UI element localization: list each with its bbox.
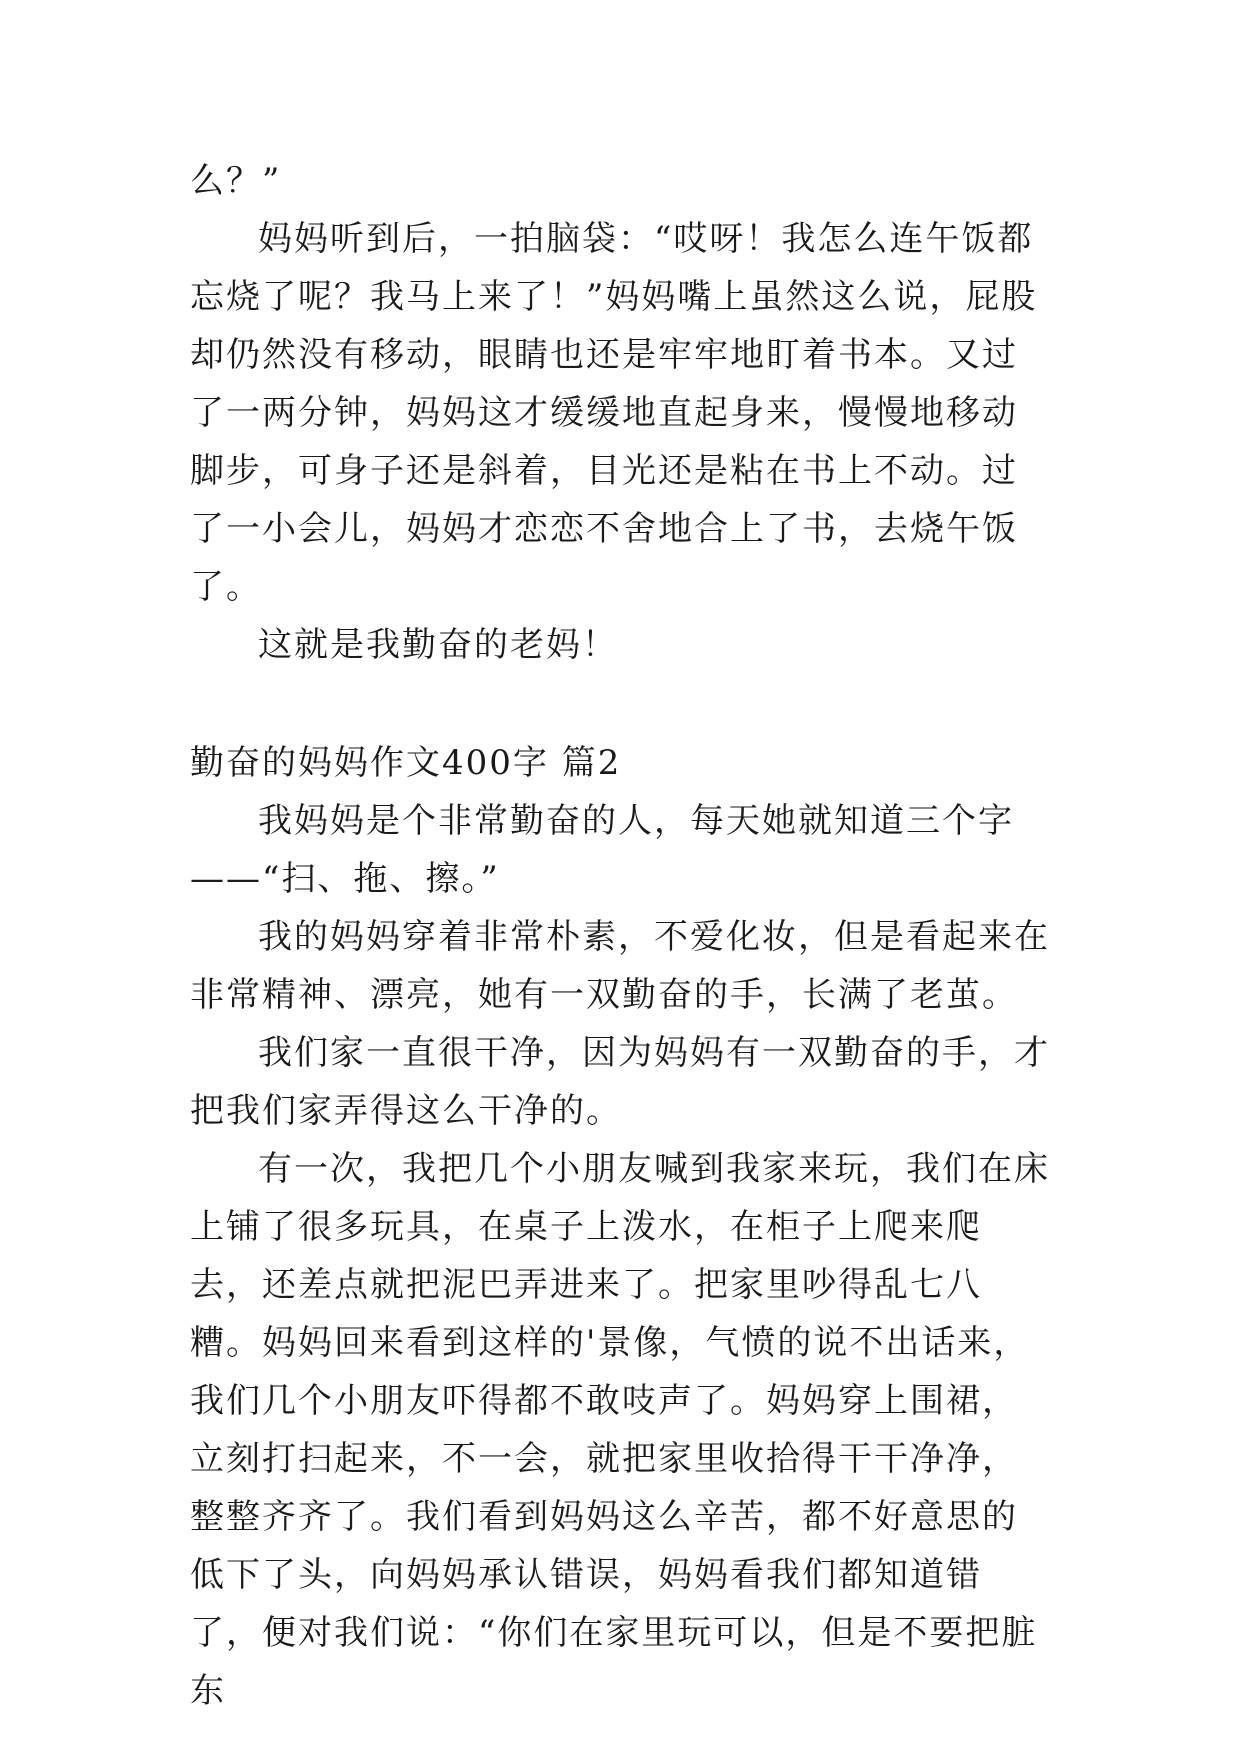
paragraph: 我妈妈是个非常勤奋的人，每天她就知道三个字——“扫、拖、擦。” xyxy=(190,801,1014,899)
section-heading: 勤奋的妈妈作文400字 篇2 xyxy=(190,743,622,783)
section-gap xyxy=(190,674,1050,734)
paragraph: 我们家一直很干净，因为妈妈有一双勤奋的手，才把我们家弄得这么干净的。 xyxy=(190,1033,1050,1131)
continuation-line: 么？” xyxy=(190,161,282,201)
paragraph: 这就是我勤奋的老妈！ xyxy=(258,625,618,665)
paragraph: 妈妈听到后，一拍脑袋：“哎呀！我怎么连午饭都忘烧了呢？我马上来了！”妈妈嘴上虽然这么说，屁股却仍然没有移动，眼睛也还是牢牢地盯着书本。又过了一两分钟，妈妈这才缓缓地直起身来，慢慢地移动脚步，可身子还是斜着，目光还是粘在书上不动。过了一小会儿，妈妈才恋恋不舍地合上了书，去烧午饭了。 xyxy=(190,219,1038,607)
document-body xyxy=(190,152,1050,1720)
paragraph: 有一次，我把几个小朋友喊到我家来玩，我们在床上铺了很多玩具，在桌子上泼水，在柜子上爬来爬去，还差点就把泥巴弄进来了。把家里吵得乱七八糟。妈妈回来看到这样的'景像，气愤的说不出话来，我们几个小朋友吓得都不敢吱声了。妈妈穿上围裙，立刻打扫起来，不一会，就把家里收拾得干干净净，整整齐齐了。我们看到妈妈这么辛苦，都不好意思的低下了头，向妈妈承认错误，妈妈看我们都知道错了，便对我们说：“你们在家里玩可以，但是不要把脏东 xyxy=(190,1149,1050,1711)
paragraph: 我的妈妈穿着非常朴素，不爱化妆，但是看起来在非常精神、漂亮，她有一双勤奋的手，长满了老茧。 xyxy=(190,917,1050,1015)
